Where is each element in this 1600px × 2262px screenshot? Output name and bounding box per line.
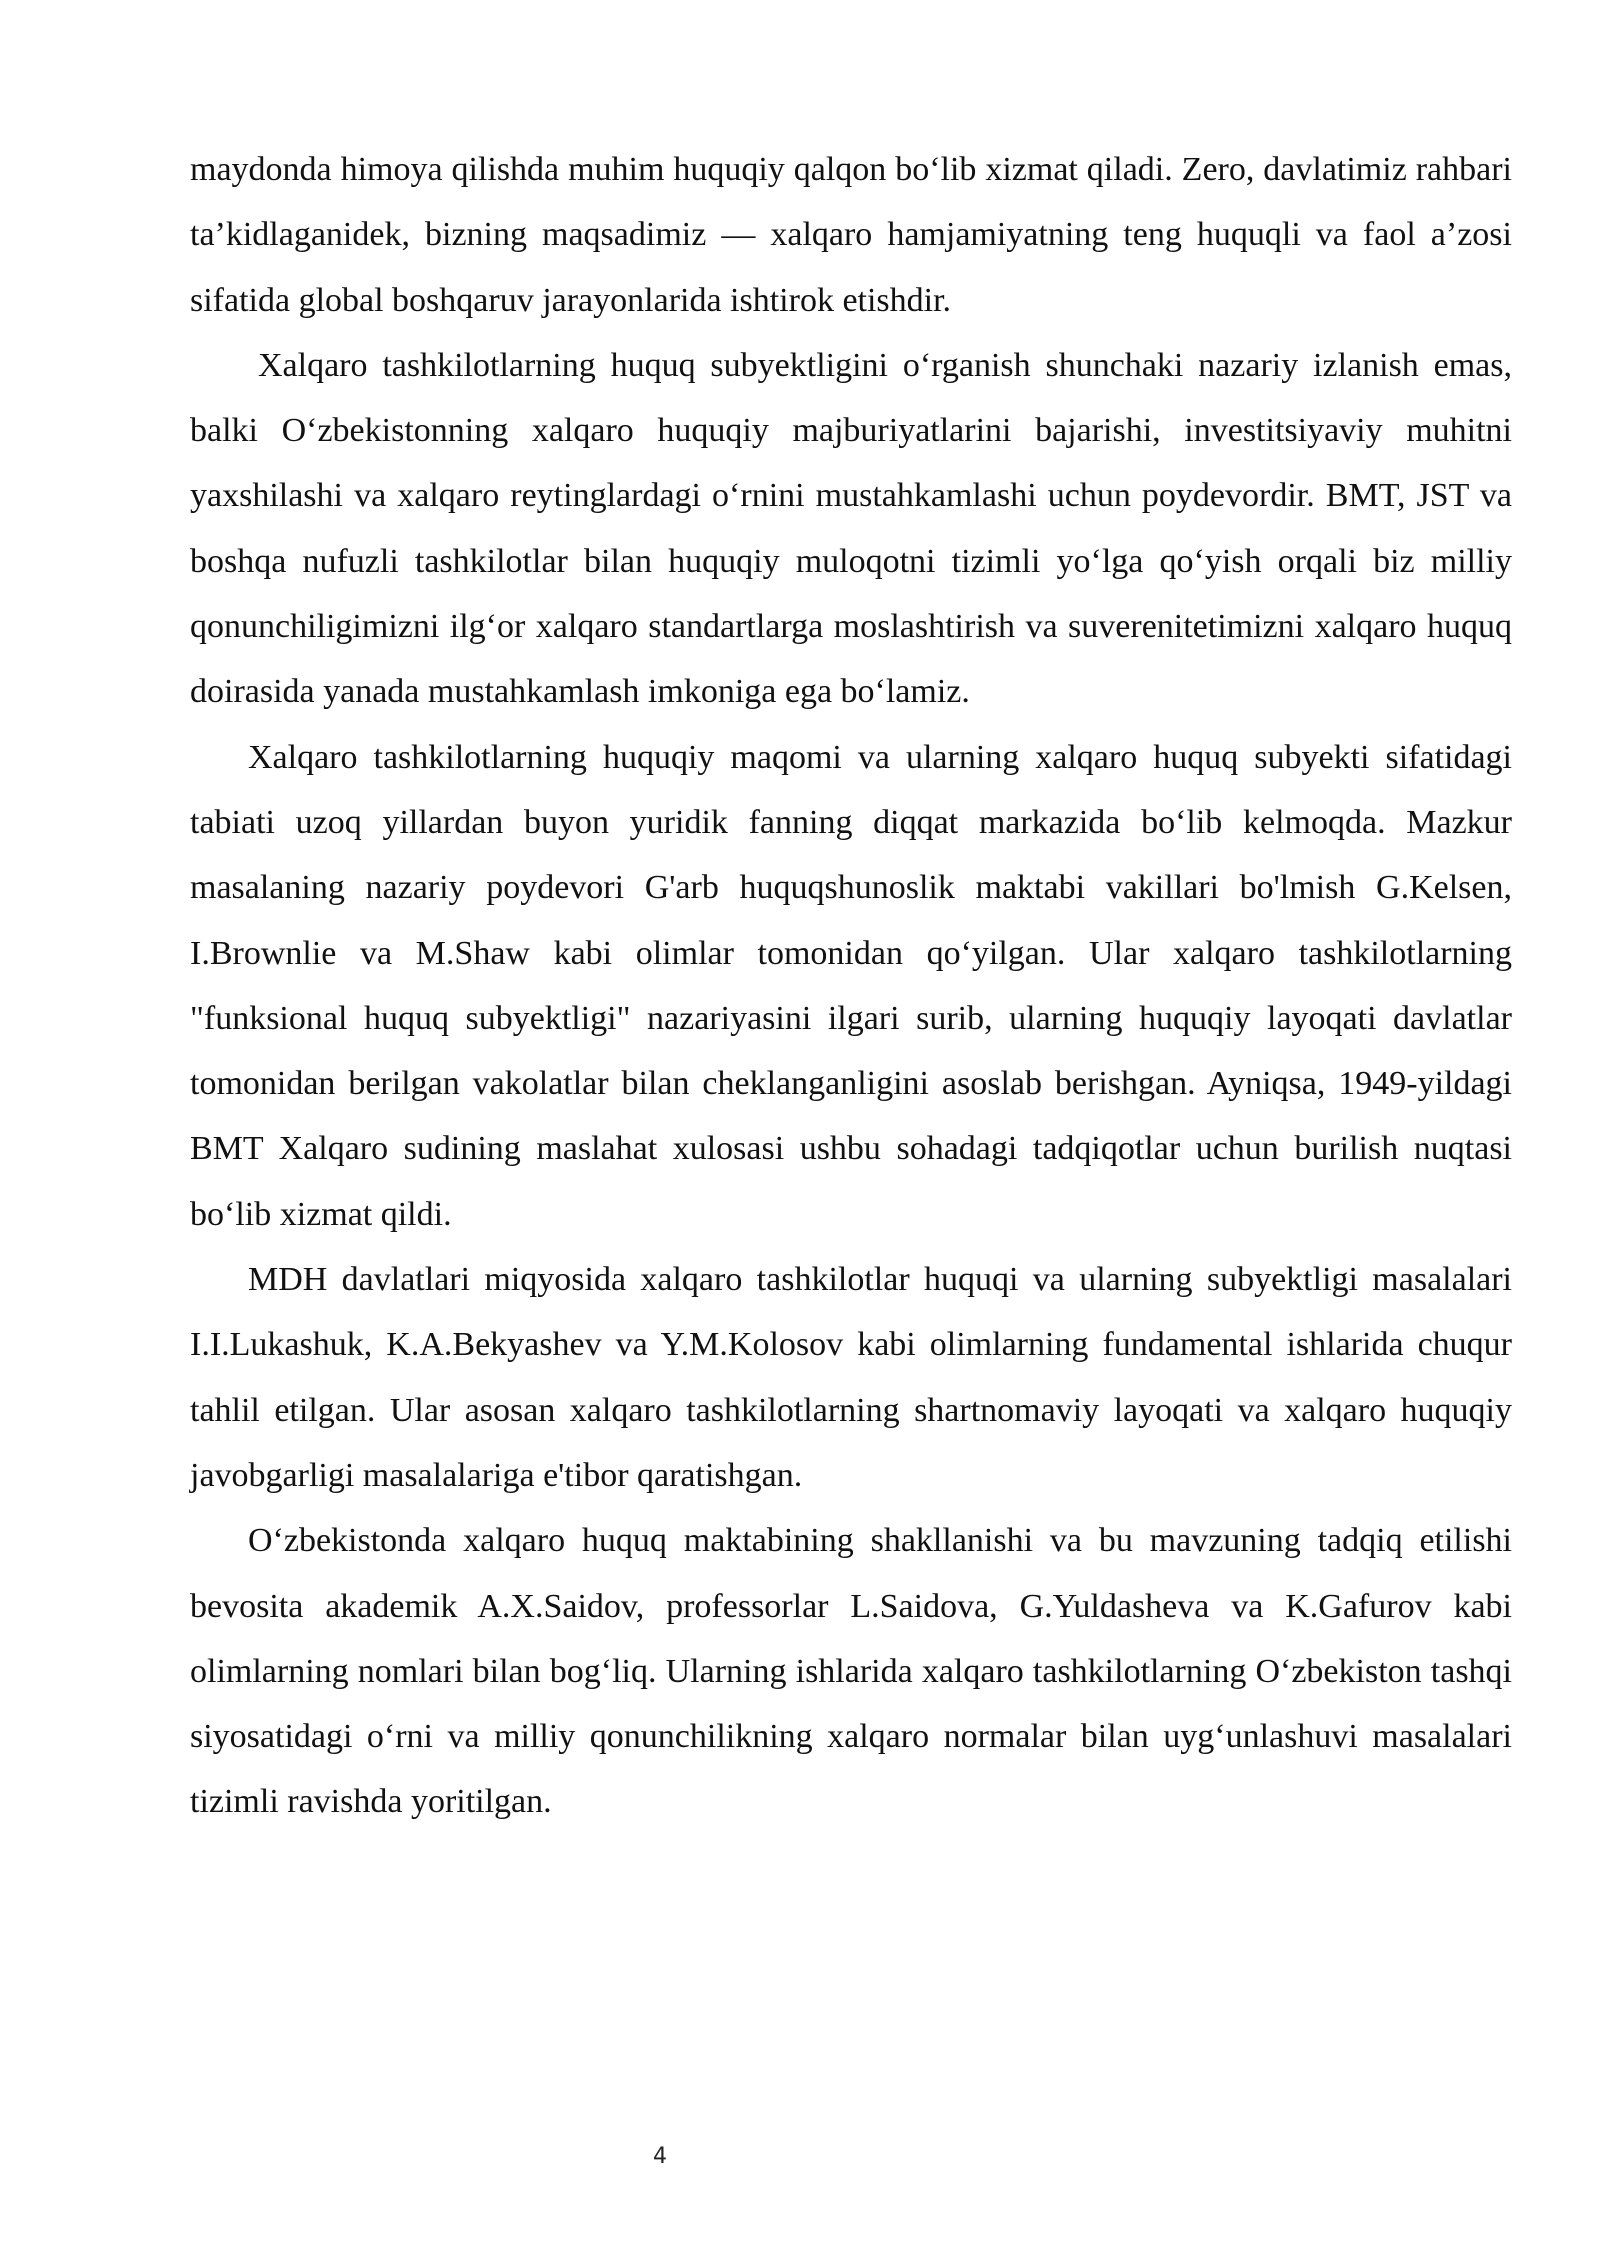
page-number: 4	[653, 2144, 667, 2169]
paragraph-western-scholarship: Xalqaro tashkilotlarning huquqiy maqomi va ularning xalqaro huquq subyekti sifatidagi tabiati uzoq yillardan buyon yuridik fanning diqqat markazida bo‘lib kelmoqda. Mazkur masalaning nazariy poydevori G'arb huquqshunoslik maktabi vakillari bo'lmish G.Kelsen, I.Brownlie va M.Shaw kabi olimlar tomonidan qo‘yilgan. Ular xalqaro tashkilotlarning "funksional huquq subyektligi" nazariyasini ilgari surib, ularning huquqiy layoqati davlatlar tomonidan berilgan vakolatlar bilan cheklanganligini asoslab berishgan. Ayniqsa, 1949-yildagi BMT Xalqaro sudining maslahat xulosasi ushbu sohadagi tadqiqotlar uchun burilish nuqtasi bo‘lib xizmat qildi.	[190, 738, 1512, 1233]
paragraph-continuation: maydonda himoya qilishda muhim huquqiy qalqon bo‘lib xizmat qiladi. Zero, davlatimiz rahbari ta’kidlaganidek, bizning maqsadimiz — xalqaro hamjamiyatning teng huquqli va faol a’zosi sifatida global boshqaruv jarayonlarida ishtirok etishdir.	[190, 151, 1512, 319]
paragraph-research-importance: Xalqaro tashkilotlarning huquq subyektligini o‘rganish shunchaki nazariy izlanish emas, balki O‘zbekistonning xalqaro huquqiy majburiyatlarini bajarishi, investitsiyaviy muhitni yaxshilashi va xalqaro reytinglardagi o‘rnini mustahkamlashi uchun poydevordir. BMT, JST va boshqa nufuzli tashkilotlar bilan huquqiy muloqotni tizimli yo‘lga qo‘yish orqali biz milliy qonunchiligimizni ilg‘or xalqaro standartlarga moslashtirish va suverenitetimizni xalqaro huquq doirasida yanada mustahkamlash imkoniga ega bo‘lamiz.	[190, 346, 1512, 711]
document-page	[190, 137, 1512, 1835]
paragraph-cis-scholarship: MDH davlatlari miqyosida xalqaro tashkilotlar huquqi va ularning subyektligi masalalari I.I.Lukashuk, K.A.Bekyashev va Y.M.Kolosov kabi olimlarning fundamental ishlarida chuqur tahlil etilgan. Ular asosan xalqaro tashkilotlarning shartnomaviy layoqati va xalqaro huquqiy javobgarligi masalalariga e'tibor qaratishgan.	[190, 1261, 1512, 1494]
paragraph-uzbek-scholarship: O‘zbekistonda xalqaro huquq maktabining shakllanishi va bu mavzuning tadqiq etilishi bevosita akademik A.X.Saidov, professorlar L.Saidova, G.Yuldasheva va K.Gafurov kabi olimlarning nomlari bilan bog‘liq. Ularning ishlarida xalqaro tashkilotlarning O‘zbekiston tashqi siyosatidagi o‘rni va milliy qonunchilikning xalqaro normalar bilan uyg‘unlashuvi masalalari tizimli ravishda yoritilgan.	[190, 1522, 1512, 1821]
